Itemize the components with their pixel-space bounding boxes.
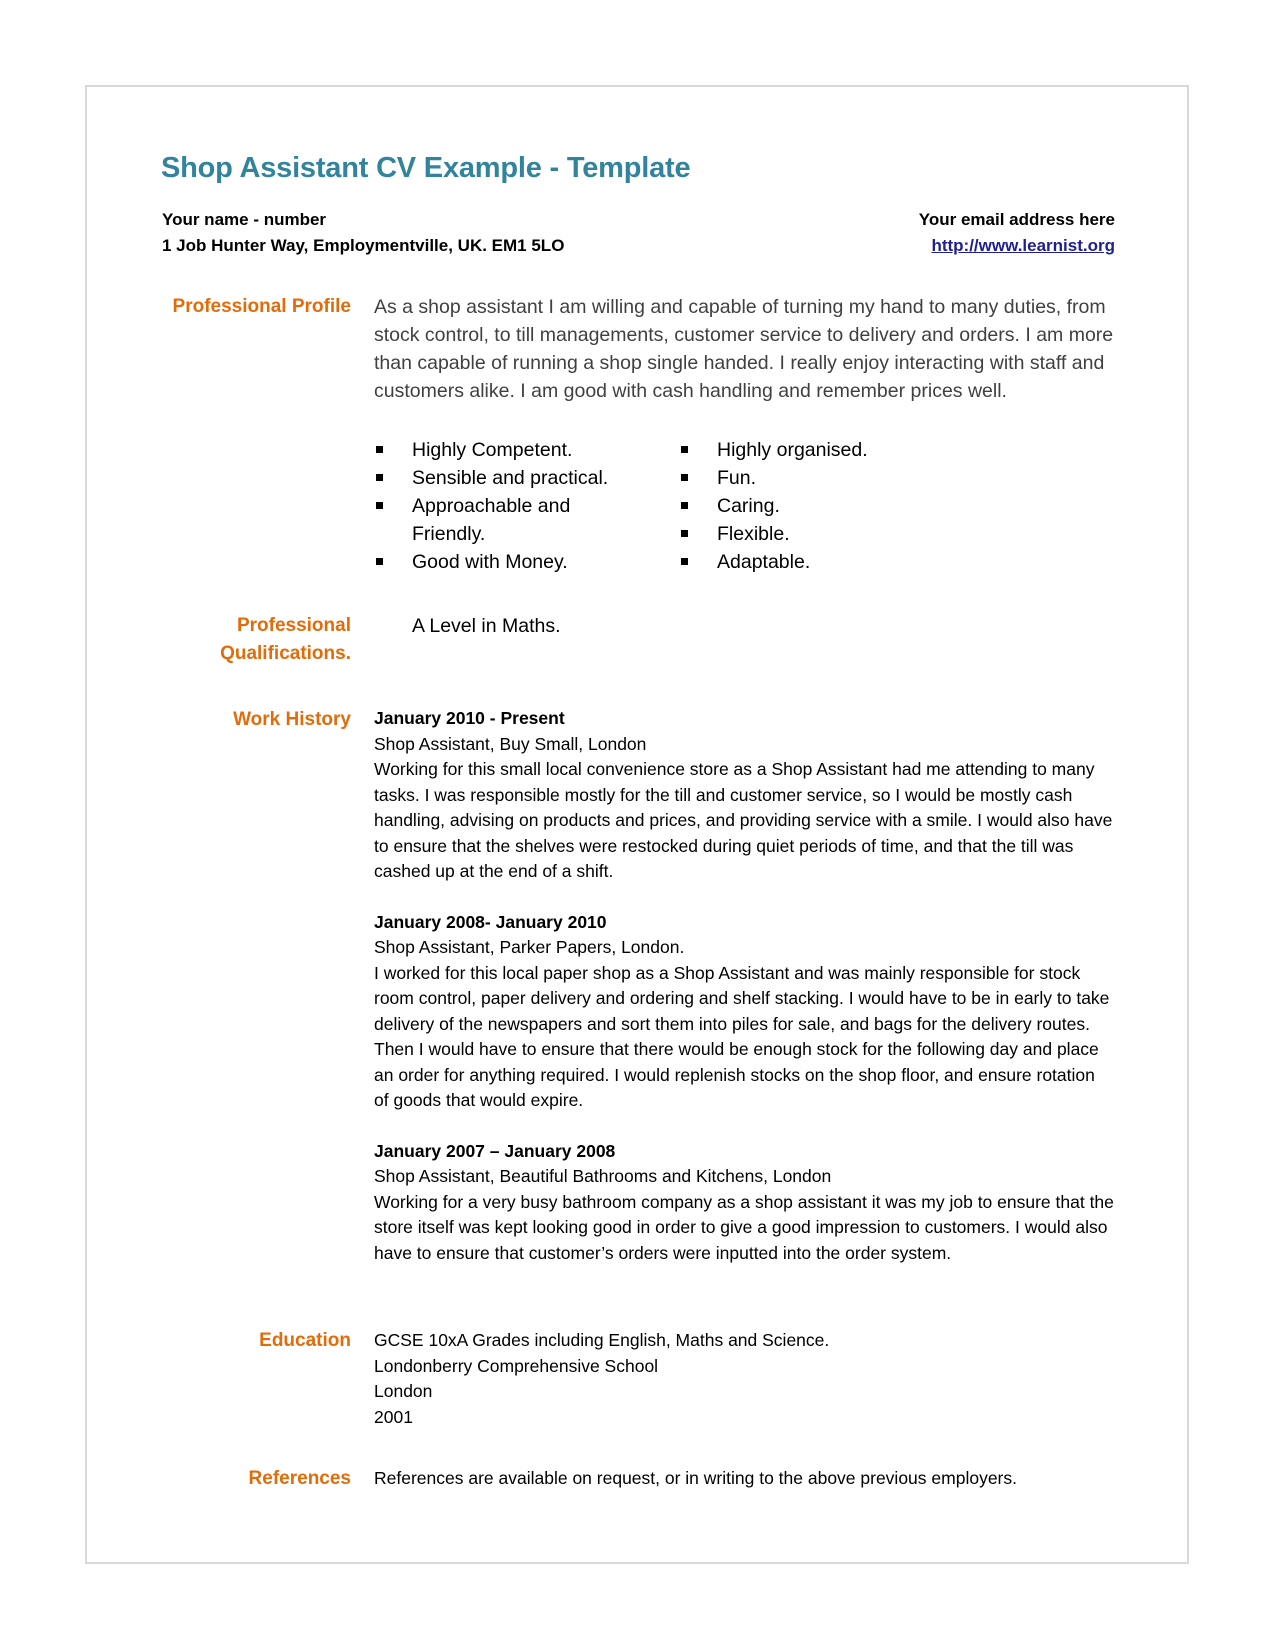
- square-bullet-icon: [681, 474, 688, 481]
- job-description: Working for a very busy bathroom company as a shop assistant it was my job to ensure that the store itself was kept looking good in order to give a good impression to customers. I would also have to ensure that customer’s orders were inputted into the order system.: [374, 1191, 1114, 1263]
- section-label-references: References: [248, 1468, 351, 1489]
- bullet-item: Sensible and practical.: [374, 464, 679, 492]
- page-title: Shop Assistant CV Example - Template: [161, 152, 691, 184]
- bullet-item: Caring.: [679, 492, 1019, 520]
- address-line: 1 Job Hunter Way, Employmentville, UK. EM1 5LO: [162, 236, 565, 255]
- job-role: Shop Assistant, Beautiful Bathrooms and Kitchens, London: [374, 1166, 832, 1186]
- bullet-item: Approachable and Friendly.: [374, 492, 612, 548]
- education-line: GCSE 10xA Grades including English, Maths and Science.: [374, 1330, 830, 1350]
- contact-left: [162, 207, 564, 259]
- job-dates: January 2008- January 2010: [374, 911, 607, 932]
- education-details: [374, 1328, 1114, 1430]
- square-bullet-icon: [681, 446, 688, 453]
- section-label-education: Education: [259, 1330, 351, 1351]
- bullet-item: Good with Money.: [374, 548, 679, 576]
- job-role: Shop Assistant, Parker Papers, London.: [374, 937, 685, 957]
- job-entry: [374, 910, 1114, 1114]
- job-dates: January 2010 - Present: [374, 708, 565, 728]
- profile-text: As a shop assistant I am willing and capable of turning my hand to many duties, from stock control, to till managements, customer service to delivery and orders. I am more than capable of running a shop single handed. I really enjoy interacting with staff and customers alike. I am good with cash handling and remember prices well.: [374, 296, 1114, 402]
- job-role: Shop Assistant, Buy Small, London: [374, 733, 647, 754]
- bullet-item: Flexible.: [679, 520, 1019, 548]
- job-entry: [374, 706, 1114, 885]
- section-label-qualifications: Professional Qualifications.: [220, 615, 351, 664]
- bullet-item: Highly organised.: [679, 436, 1019, 464]
- square-bullet-icon: [681, 502, 688, 509]
- education-line: 2001: [374, 1406, 413, 1427]
- education-line: Londonberry Comprehensive School: [374, 1355, 659, 1376]
- bullets-right: [679, 436, 1019, 576]
- square-bullet-icon: [376, 502, 383, 509]
- bullets-left: [374, 436, 679, 576]
- square-bullet-icon: [376, 558, 383, 565]
- job-description: I worked for this local paper shop as a Shop Assistant and was mainly responsible for stock room control, paper delivery and ordering and shelf stacking. I would have to be in early to take delivery of the newspapers and sort them into piles for sale, and bags for the delivery routes. Then I would have to ensure that there would be enough stock for the following day and place an order for anything required. I would replenish stocks on the shop floor, and ensure rotation of goods that would expire.: [374, 962, 1110, 1110]
- qualifications-text: A Level in Maths.: [412, 615, 561, 637]
- square-bullet-icon: [681, 558, 688, 565]
- square-bullet-icon: [376, 446, 383, 453]
- email-line: Your email address here: [918, 210, 1115, 229]
- contact-right: [919, 207, 1115, 259]
- job-description: Working for this small local convenience store as a Shop Assistant had me attending to many tasks. I was responsible mostly for the till and customer service, so I would be mostly cash handling, advising on products and prices, and providing service with a smile. I would also have to ensure that the shelves were restocked during quiet periods of time, and that the till was cashed up at the end of a shift.: [374, 759, 1113, 881]
- section-label-profile: Professional Profile: [172, 296, 351, 317]
- bullet-item: Fun.: [679, 464, 1019, 492]
- job-entry: [374, 1139, 1114, 1267]
- education-line: London: [374, 1381, 433, 1401]
- square-bullet-icon: [376, 474, 383, 481]
- job-dates: January 2007 – January 2008: [374, 1140, 616, 1161]
- references-text: References are available on request, or in writing to the above previous employers.: [374, 1468, 1017, 1488]
- bullet-item: Highly Competent.: [374, 436, 679, 464]
- name-line: Your name - number: [162, 210, 327, 229]
- square-bullet-icon: [681, 530, 688, 537]
- bullet-item: Adaptable.: [679, 548, 1019, 576]
- section-label-work-history: Work History: [233, 709, 351, 730]
- work-history-list: [374, 706, 1114, 1291]
- website-link[interactable]: http://www.learnist.org: [931, 236, 1115, 255]
- profile-bullets: [374, 436, 1114, 576]
